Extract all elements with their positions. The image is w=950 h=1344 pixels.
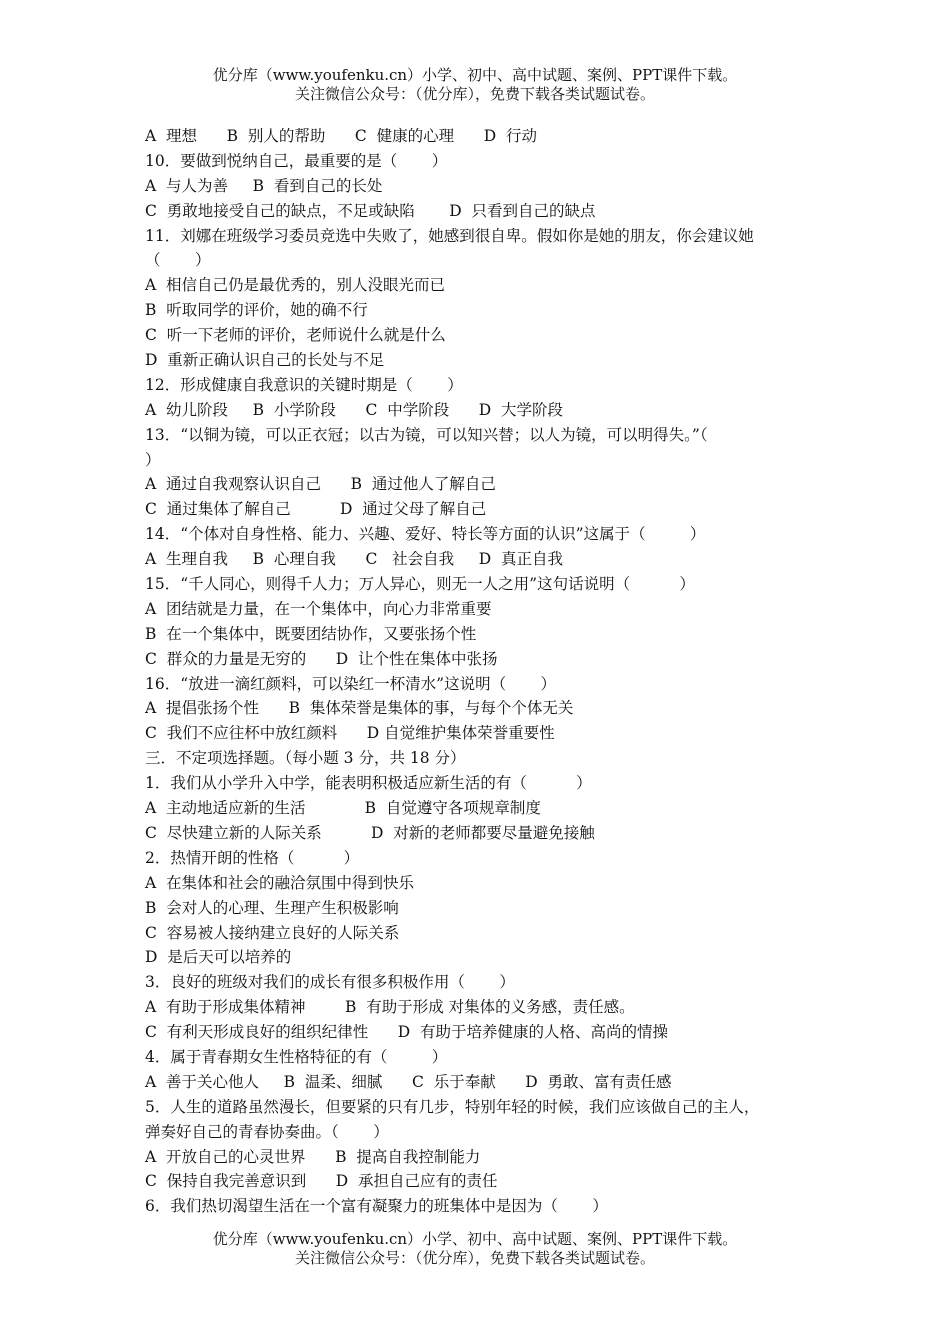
text-line: A 有助于形成集体精神 B 有助于形成 对集体的义务感，责任感。 [145, 998, 635, 1017]
text-line: 13．“以铜为镜，可以正衣冠；以古为镜，可以知兴替；以人为镜，可以明得失。”（ [145, 425, 708, 444]
text-line: 3．良好的班级对我们的成长有很多积极作用（ ） [145, 973, 515, 992]
page-footer [0, 1230, 950, 1268]
page-header [0, 66, 950, 104]
text-line: A 提倡张扬个性 B 集体荣誉是集体的事，与每个个体无关 [145, 699, 574, 718]
text-line: 11．刘娜在班级学习委员竞选中失败了，她感到很自卑。假如你是她的朋友，你会建议她 [145, 226, 754, 245]
text-line: B 听取同学的评价，她的确不行 [145, 301, 368, 320]
text-line: 14．“个体对自身性格、能力、兴趣、爱好、特长等方面的认识”这属于（ ） [145, 525, 706, 544]
text-line: 三．不定项选择题。（每小题 3 分，共 18 分） [145, 749, 466, 768]
text-line: D 重新正确认识自己的长处与不足 [145, 351, 385, 370]
text-line: 6．我们热切渴望生活在一个富有凝聚力的班集体中是因为（ ） [145, 1197, 608, 1216]
text-line: C 我们不应往杯中放红颜料 D 自觉维护集体荣誉重要性 [145, 724, 555, 743]
text-line: C 听一下老师的评价，老师说什么就是什么 [145, 326, 446, 345]
text-line: （ ） [145, 251, 211, 270]
text-line: 16．“放进一滴红颜料，可以染红一杯清水”这说明（ ） [145, 674, 557, 693]
text-line: C 群众的力量是无穷的 D 让个性在集体中张扬 [145, 649, 498, 668]
text-line: A 与人为善 B 看到自己的长处 [145, 176, 383, 195]
text-line: 弹奏好自己的青春协奏曲。（ ） [145, 1122, 389, 1141]
text-line: A 开放自己的心灵世界 B 提高自我控制能力 [145, 1147, 481, 1166]
text-line: A 理想 B 别人的帮助 C 健康的心理 D 行动 [145, 127, 537, 145]
text-line: 15．“千人同心，则得千人力；万人异心，则无一人之用”这句话说明（ ） [145, 575, 695, 594]
text-line: C 勇敢地接受自己的缺点，不足或缺陷 D 只看到自己的缺点 [145, 201, 596, 220]
footer-line-2: 关注微信公众号：（优分库），免费下载各类试题试卷。 [294, 1249, 655, 1267]
text-line: ） [145, 450, 161, 469]
text-line: C 通过集体了解自己 D 通过父母了解自己 [145, 500, 487, 519]
text-line: B 在一个集体中，既要团结协作，又要张扬个性 [145, 624, 477, 643]
text-line: A 团结就是力量，在一个集体中，向心力非常重要 [145, 599, 492, 618]
document-body [145, 124, 810, 1219]
text-line: 5．人生的道路虽然漫长，但要紧的只有几步，特别年轻的时候，我们应该做自己的主人， [145, 1097, 760, 1116]
text-line: C 有利天形成良好的组织纪律性 D 有助于培养健康的人格、高尚的情操 [145, 1023, 669, 1042]
text-line: C 尽快建立新的人际关系 D 对新的老师都要尽量避免接触 [145, 823, 595, 842]
text-line: A 幼儿阶段 B 小学阶段 C 中学阶段 D 大学阶段 [145, 400, 564, 419]
text-line: A 在集体和社会的融洽氛围中得到快乐 [145, 873, 415, 892]
text-line: C 保持自我完善意识到 D 承担自己应有的责任 [145, 1172, 498, 1191]
text-line: A 相信自己仍是最优秀的，别人没眼光而已 [145, 276, 446, 295]
text-line: 10．要做到悦纳自己，最重要的是（ ） [145, 151, 448, 170]
text-line: D 是后天可以培养的 [145, 948, 292, 967]
text-line: 12．形成健康自我意识的关键时期是（ ） [145, 375, 463, 394]
text-line: A 通过自我观察认识自己 B 通过他人了解自己 [145, 475, 496, 494]
text-line: A 主动地适应新的生活 B 自觉遵守各项规章制度 [145, 799, 541, 818]
text-line: C 容易被人接纳建立良好的人际关系 [145, 923, 400, 942]
text-line: 4．属于青春期女生性格特征的有（ ） [145, 1047, 448, 1066]
text-line: 2．热情开朗的性格（ ） [145, 848, 360, 867]
text-line: 1．我们从小学升入中学，能表明积极适应新生活的有（ ） [145, 774, 592, 793]
text-line: A 善于关心他人 B 温柔、细腻 C 乐于奉献 D 勇敢、富有责任感 [145, 1072, 672, 1091]
header-line-2: 关注微信公众号：（优分库），免费下载各类试题试卷。 [294, 85, 655, 103]
text-line: B 会对人的心理、生理产生积极影响 [145, 898, 399, 917]
header-line-1: 优分库（www.youfenku.cn）小学、初中、高中试题、案例、PPT课件下载。 [212, 66, 738, 84]
text-line: A 生理自我 B 心理自我 C 社会自我 D 真正自我 [145, 550, 564, 569]
footer-line-1: 优分库（www.youfenku.cn）小学、初中、高中试题、案例、PPT课件下载。 [212, 1230, 738, 1248]
